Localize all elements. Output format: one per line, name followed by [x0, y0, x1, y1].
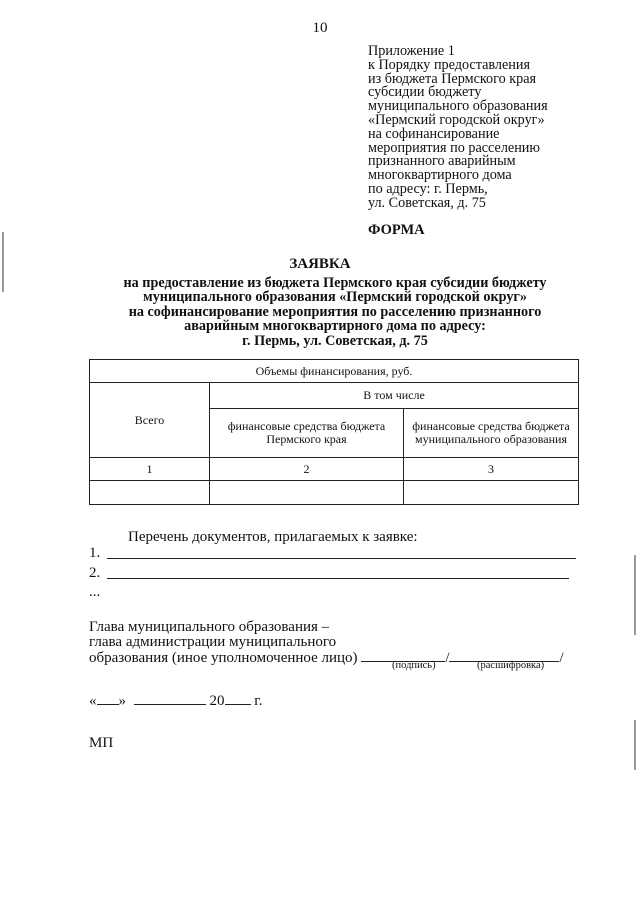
signature-line: глава администрации муниципального — [89, 633, 337, 650]
year-field[interactable] — [225, 692, 251, 705]
appendix-line: муниципального образования — [368, 98, 548, 115]
transcript-caption: (расшифровка) — [477, 660, 545, 671]
signature-line: Глава муниципального образования – — [89, 619, 330, 635]
signature-separator: / — [445, 650, 450, 666]
table-header-volumes: Объемы финансирования, руб. — [90, 360, 579, 383]
table-header-municipal-budget: финансовые средства бюджета муниципального образования — [404, 409, 579, 458]
date-close-quote: » — [118, 693, 126, 709]
signature-block — [89, 620, 564, 666]
date-line — [89, 692, 262, 710]
appendix-line: многоквартирного дома — [368, 167, 512, 184]
form-label: ФОРМА — [368, 222, 425, 238]
year-suffix: г. — [254, 693, 263, 709]
appendix-line: Приложение 1 — [368, 43, 455, 59]
scan-edge-mark — [634, 720, 636, 770]
signature-line: образования (иное уполномоченное лицо) — [89, 650, 358, 666]
year-prefix: 20 — [209, 693, 225, 709]
document-item-number: 2. — [89, 565, 101, 581]
documents-heading: Перечень документов, прилагаемых к заявке: — [128, 529, 418, 545]
table-cell-total[interactable] — [90, 481, 210, 505]
appendix-line: на софинансирование — [368, 125, 500, 142]
document-item-1-field[interactable] — [107, 558, 576, 559]
table-col-number: 2 — [210, 458, 404, 481]
page-number: 10 — [312, 20, 328, 36]
subtitle-line: муниципального образования «Пермский городской округ» — [143, 289, 527, 306]
appendix-block — [368, 45, 608, 211]
table-col-number: 1 — [90, 458, 210, 481]
stamp-label: МП — [89, 735, 114, 751]
signature-separator: / — [559, 650, 564, 666]
date-open-quote: « — [89, 693, 97, 709]
appendix-line: к Порядку предоставления — [368, 56, 530, 73]
subtitle-line: аварийным многоквартирного дома по адресу: — [184, 318, 486, 335]
scan-edge-mark — [2, 232, 4, 292]
table-cell-municipal[interactable] — [404, 481, 579, 505]
documents-ellipsis: ... — [89, 584, 101, 600]
appendix-line: из бюджета Пермского края — [368, 70, 537, 87]
document-item-2-field[interactable] — [107, 578, 569, 579]
document-item-2 — [89, 565, 100, 582]
application-subtitle — [90, 276, 580, 348]
appendix-line: по адресу: г. Пермь, — [368, 180, 488, 197]
table-cell-regional[interactable] — [210, 481, 404, 505]
signature-caption: (подпись) — [392, 660, 436, 671]
table-header-regional-budget: финансовые средства бюджета Пермского края — [210, 409, 404, 458]
application-title: ЗАЯВКА — [289, 256, 351, 272]
day-field[interactable] — [97, 692, 119, 705]
appendix-line: «Пермский городской округ» — [368, 111, 545, 128]
document-item-number: 1. — [89, 545, 101, 561]
appendix-line: признанного аварийным — [368, 153, 516, 170]
month-field[interactable] — [134, 692, 206, 705]
scan-edge-mark — [634, 555, 636, 635]
document-item-1 — [89, 545, 100, 562]
table-col-number: 3 — [404, 458, 579, 481]
appendix-line: мероприятия по расселению — [368, 139, 540, 156]
subtitle-line: на предоставление из бюджета Пермского края субсидии бюджету — [123, 275, 547, 291]
table-header-total: Всего — [90, 383, 210, 458]
subtitle-line: г. Пермь, ул. Советская, д. 75 — [242, 332, 428, 349]
subtitle-line: на софинансирование мероприятия по расселению признанного — [128, 303, 542, 320]
table-header-including: В том числе — [210, 383, 579, 409]
appendix-line: субсидии бюджету — [368, 84, 482, 101]
finance-table — [89, 359, 579, 505]
appendix-line: ул. Советская, д. 75 — [368, 194, 486, 211]
